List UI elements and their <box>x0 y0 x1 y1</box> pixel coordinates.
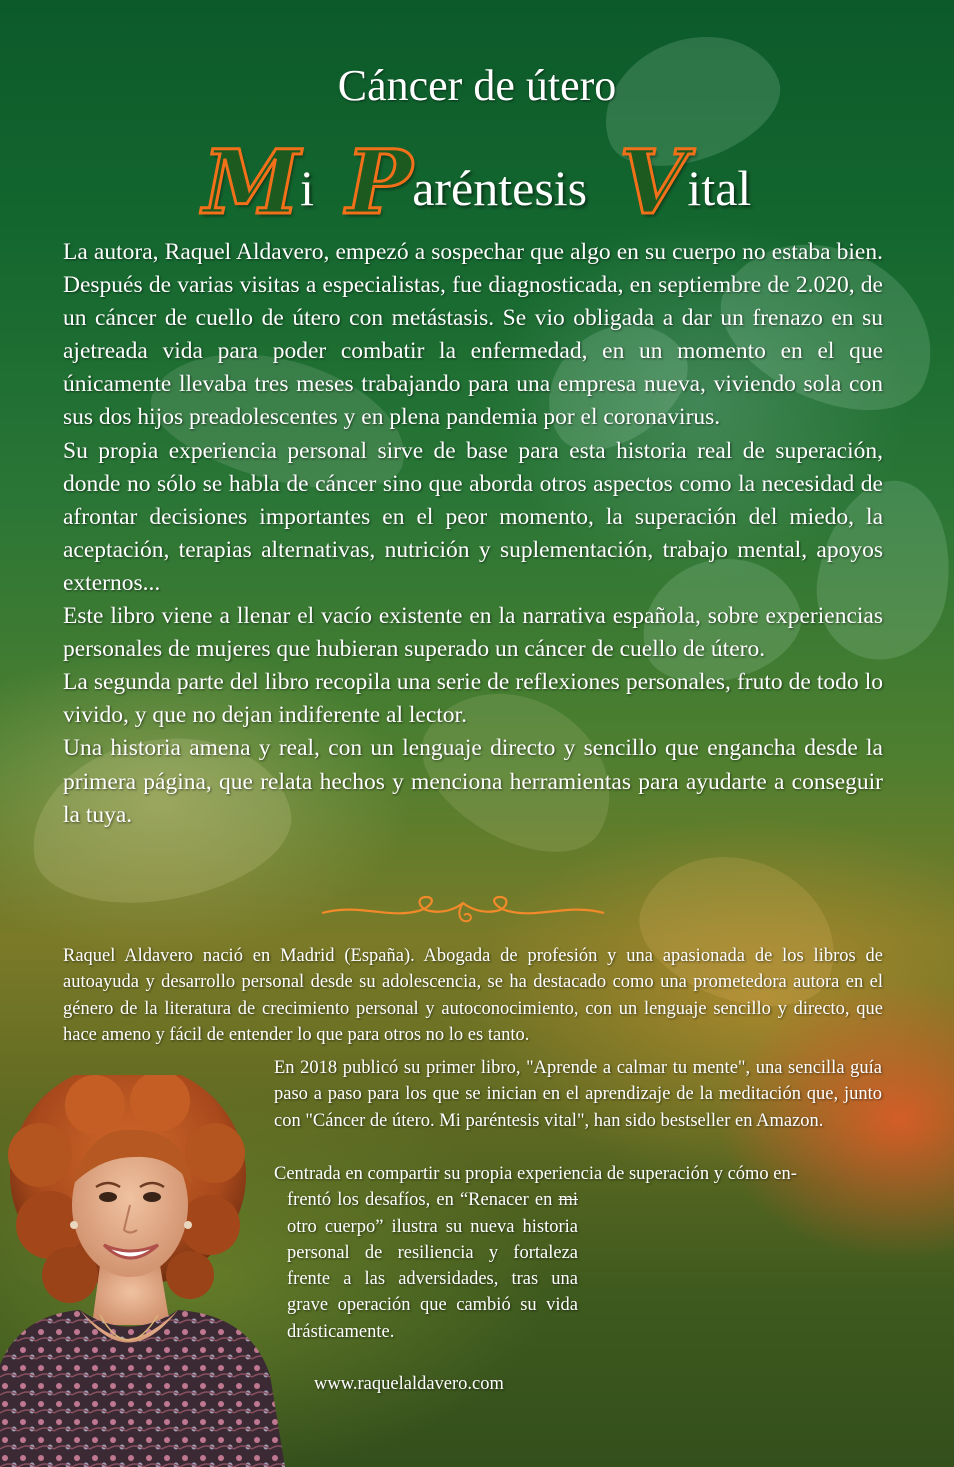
author-bio-body <box>287 1187 578 1345</box>
title-initial: P <box>346 130 413 234</box>
title-initial: M <box>202 130 301 234</box>
author-bio-books <box>274 1055 882 1134</box>
book-title <box>0 130 954 234</box>
synopsis-paragraph: Este libro viene a llenar el vacío existente en la narrativa española, sobre experiencias personales de mujeres que hubieran superado un cáncer de cuello de útero. <box>63 603 883 663</box>
title-word-mi <box>203 130 314 234</box>
synopsis <box>63 236 883 832</box>
synopsis-paragraph: La segunda parte del libro recopila una serie de reflexiones personales, fruto de todo lo vivido, y que no dejan indiferente al lector. <box>63 669 883 729</box>
title-word-parentesis <box>346 130 587 234</box>
title-word-rest: i <box>300 160 315 216</box>
title-word-rest: ital <box>687 160 752 216</box>
author-portrait <box>0 1075 285 1467</box>
author-bio-text: frentó los desafíos, en “Renacer en <box>287 1190 559 1211</box>
book-subtitle: Cáncer de útero <box>337 61 617 110</box>
synopsis-paragraph: Su propia experiencia personal sirve de base para esta historia real de superación, donde no sólo se habla de cáncer sino que aborda otros aspectos como la necesidad de afrontar decisiones importantes en el peor momento, la superación del miedo, la aceptación, terapias alternativas, nutrición y suplementación, trabajo mental, apoyos externos... <box>63 437 883 596</box>
author-bio-text: otro cuerpo” ilustra su nueva historia personal de resiliencia y fortaleza frente a las adversidades, tras una grave operación que cambió su vida drásticamente. <box>287 1216 578 1342</box>
author-bio-lead: Centrada en compartir su propia experiencia de superación y cómo en- <box>274 1164 797 1184</box>
struck-word: mi <box>558 1190 578 1211</box>
title-word-vital <box>619 130 751 234</box>
synopsis-paragraph: Una historia amena y real, con un lenguaje directo y sencillo que engancha desde la primera página, que relata hechos y menciona herramientas para ayudarte a conseguir la tuya. <box>63 735 883 828</box>
title-initial: V <box>619 130 688 234</box>
author-bio-paragraph: En 2018 publicó su primer libro, "Aprende a calmar tu mente", una sencilla guía paso a paso para los que se inician en el aprendizaje de la meditación que, junto con "Cáncer de útero. Mi paréntesis vital", han sido bestseller en Amazon. <box>274 1058 882 1131</box>
synopsis-paragraph: La autora, Raquel Aldavero, empezó a sospechar que algo en su cuerpo no estaba bien. Después de varias visitas a especialistas, fue diagnosticada, en septiembre de 2.020, de un cáncer de cuello de útero con metástasis. Se vio obligada a dar un frenazo en su ajetreada vida para poder combatir la enfermedad, en un momento en el que únicamente llevaba tres meses trabajando para una empresa nueva, viviendo sola con sus dos hijos preadolescentes y en plena pandemia por el coronavirus. <box>63 239 883 431</box>
author-bio-paragraph: Raquel Aldavero nació en Madrid (España). Abogada de profesión y una apasionada de los libros de autoayuda y desarrollo personal desde su adolescencia, se ha destacado como una prometedora autora en el género de la literatura de crecimiento personal y autoconocimiento, con un lenguaje sencillo y directo, que hace ameno y fácil de entender lo que para otros no lo es tanto. <box>63 946 883 1045</box>
swirl-ornament-divider <box>318 893 608 927</box>
title-word-rest: aréntesis <box>412 160 588 216</box>
author-bio <box>63 943 883 1048</box>
author-website[interactable]: www.raquelaldavero.com <box>314 1374 504 1394</box>
author-bio-latest <box>274 1161 884 1345</box>
